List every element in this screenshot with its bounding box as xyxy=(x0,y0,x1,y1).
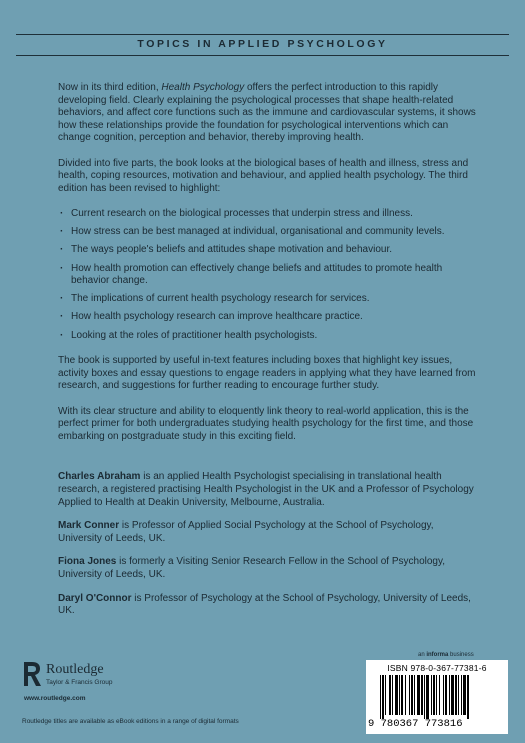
isbn-barcode-box xyxy=(366,660,508,734)
author-name: Charles Abraham xyxy=(58,471,141,483)
publisher-subtitle: Taylor & Francis Group xyxy=(46,679,113,686)
ebook-note: Routledge titles are available as eBook editions in a range of digital formats xyxy=(22,718,239,725)
barcode-digits: 9 780367 773816 xyxy=(368,718,463,730)
list-item: · The ways people's beliefs and attitudes shape motivation and behaviour. xyxy=(58,244,478,257)
series-rule-top xyxy=(16,34,509,35)
informa-brand: informa xyxy=(426,652,449,658)
informa-suffix: business xyxy=(448,652,474,658)
publisher-name: Routledge xyxy=(46,662,104,677)
informa-business-label xyxy=(418,652,474,658)
list-item: · How health promotion can effectively change beliefs and attitudes to promote health behavior change. xyxy=(58,263,478,288)
intro-paragraph xyxy=(58,82,478,145)
series-rule-bottom xyxy=(16,55,509,56)
informa-prefix: an xyxy=(418,652,427,658)
list-item: · Looking at the roles of practitioner health psychologists. xyxy=(58,330,478,343)
author-bio-conner xyxy=(58,520,478,545)
series-band xyxy=(0,34,525,56)
publisher-block xyxy=(22,660,182,708)
author-bio: is Professor of Applied Social Psychology at the School of Psychology, University of Leeds, UK. xyxy=(58,520,434,544)
paragraph-4: With its clear structure and ability to eloquently link theory to real-world application, this is the perfect primer for both undergraduates studying health psychology for the first time, and those embarking on postgraduate study in this exciting field. xyxy=(58,405,474,442)
author-bio: is formerly a Visiting Senior Research Fellow in the School of Psychology, University of Leeds, UK. xyxy=(58,556,446,580)
barcode-icon xyxy=(380,675,502,719)
author-bio: is an applied Health Psychologist specialising in translational health research, a registered practising Health Psychologist in the UK and a Professor of Psychology Applied to Health at Deakin University, Melbourne, Australia. xyxy=(58,471,474,508)
author-name: Fiona Jones xyxy=(58,556,117,568)
intro-post: offers the perfect introduction to this rapidly developing field. Clearly explaining the psychological processes that shape health-related behaviors, and affect core functions such as the immune and cardiovascular systems, it shows how these relationships provide the foundation for psychological interventions which can change cognition, perception and behavior, thereby improving health. xyxy=(58,82,476,144)
author-bio: is Professor of Psychology at the School of Psychology, University of Leeds, UK. xyxy=(58,592,471,617)
highlights-list xyxy=(58,208,478,342)
blurb-content xyxy=(58,82,478,629)
isbn-label: ISBN 978-0-367-77381-6 xyxy=(387,663,487,673)
author-bio-oconnor xyxy=(58,593,478,618)
paragraph-3: The book is supported by useful in-text features including boxes that highlight key issues, activity boxes and essay questions to engage readers in applying what they have learned from research, and suggestions for further reading to encourage further study. xyxy=(58,355,476,392)
author-name: Daryl O'Connor xyxy=(58,592,132,604)
book-title-italic: Health Psychology xyxy=(161,82,245,93)
publisher-url: www.routledge.com xyxy=(24,695,86,702)
author-bio-abraham xyxy=(58,471,478,509)
author-name: Mark Conner xyxy=(58,520,120,532)
list-item: · Current research on the biological processes that underpin stress and illness. xyxy=(58,208,478,221)
routledge-logo-icon xyxy=(22,660,42,688)
list-item: · How health psychology research can improve healthcare practice. xyxy=(58,311,478,324)
intro-pre: Now in its third edition, xyxy=(58,82,162,93)
paragraph-2: Divided into five parts, the book looks at the biological bases of health and illness, stress and health, coping resources, motivation and behaviour, and applied health psychology. The third edition has been revised to highlight: xyxy=(58,157,469,194)
list-item: · How stress can be best managed at individual, organisational and community levels. xyxy=(58,226,478,239)
author-bio-jones xyxy=(58,556,478,581)
series-title: TOPICS IN APPLIED PSYCHOLOGY xyxy=(137,38,388,50)
list-item: · The implications of current health psychology research for services. xyxy=(58,293,478,306)
